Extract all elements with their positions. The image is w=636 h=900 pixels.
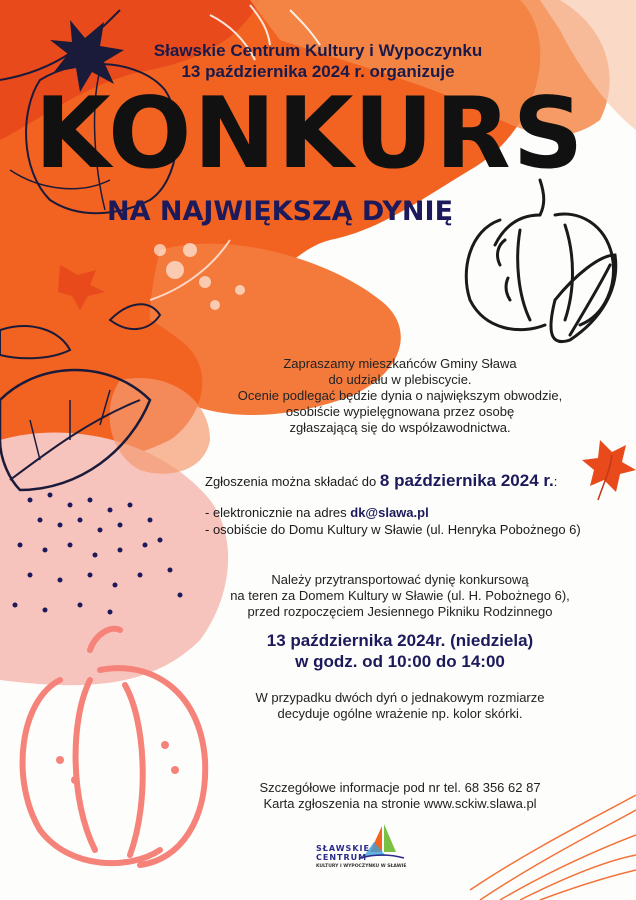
deadline-line [205,470,625,493]
contact-info [180,780,620,812]
contact-website: Karta zgłoszenia na stronie www.sckiw.slawa.pl [263,796,537,811]
rule-line-2: decyduje ogólne wrażenie np. kolor skórki. [277,706,523,721]
transport-paragraph [180,572,620,620]
logo-line-1: SŁAWSKIE [316,844,370,853]
intro-line-4: osobiście wypielęgnowana przez osobę [285,404,515,419]
intro-paragraph [180,356,620,436]
event-datetime [180,630,620,672]
submission-email-link[interactable]: dk@slawa.pl [350,505,429,520]
poster-title: KONKURS [34,77,586,191]
intro-line-1: Zapraszamy mieszkańców Gminy Sława [283,356,517,371]
organizer-heading [0,40,636,82]
submission-methods [205,504,625,538]
transport-line-2: na teren za Domem Kultury w Sławie (ul. H. Pobożnego 6), [230,588,570,603]
submission-electronic-prefix: - elektronicznie na adres [205,505,347,520]
logo-line-2: CENTRUM [316,853,368,862]
contact-phone: Szczegółowe informacje pod nr tel. 68 356 62 87 [259,780,541,795]
submission-electronic [205,504,625,521]
transport-line-1: Należy przytransportować dynię konkursową [271,572,529,587]
intro-line-5: zgłaszającą się do współzawodnictwa. [289,420,511,435]
rule-line-1: W przypadku dwóch dyń o jednakowym rozmiarze [255,690,545,705]
deadline-suffix: : [553,474,558,489]
intro-line-3: Ocenie podlegać będzie dynia o największym obwodzie, [237,388,563,403]
tie-rule-paragraph [180,690,620,722]
intro-line-2: do udziału w plebiscycie. [328,372,472,387]
deadline-date: 8 października 2024 r. [379,471,554,490]
submission-in-person: - osobiście do Domu Kultury w Sławie (ul. Henryka Pobożnego 6) [205,522,581,537]
logo-line-3: KULTURY I WYPOCZYNKU W SŁAWIE [316,864,407,869]
poster-subtitle: NA NAJWIĘKSZĄ DYNIĘ [106,196,454,227]
transport-line-3: przed rozpoczęciem Jesiennego Pikniku Rodzinnego [247,604,553,619]
deadline-prefix: Zgłoszenia można składać do [205,474,377,489]
organizer-line-2: 13 października 2024 r. organizuje [181,62,455,81]
event-date: 13 października 2024r. (niedziela) [266,631,534,650]
event-time: w godz. od 10:00 do 14:00 [295,652,505,671]
organizer-line-1: Sławskie Centrum Kultury i Wypoczynku [153,41,483,60]
organizer-logo [300,822,410,878]
